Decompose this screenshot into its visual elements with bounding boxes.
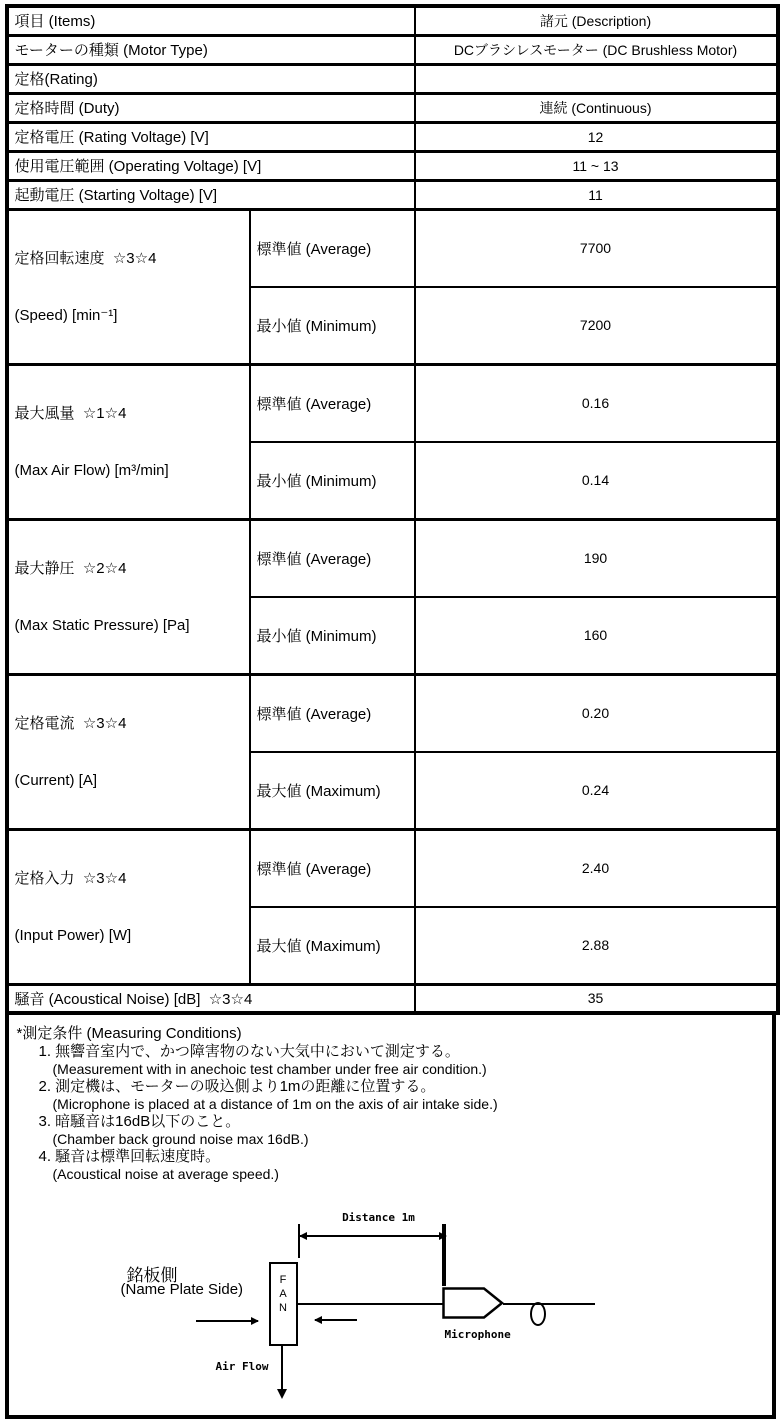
note-2-jp: 2. 測定機は、モーターの吸込側より1mの距離に位置する。 (38, 1078, 436, 1095)
air-flow-arrowhead (277, 1389, 287, 1399)
stat-value: 190 (415, 519, 778, 597)
distance-arrow (300, 1235, 446, 1237)
cable-loop (530, 1302, 546, 1326)
stat-label: 標準値 (Average) (250, 364, 415, 442)
header-description-cell: 諸元 (Description) (415, 6, 778, 35)
row-label: 定格時間 (Duty) (7, 93, 415, 122)
microphone-cable-line (503, 1303, 595, 1305)
row-label: 使用電圧範囲 (Operating Voltage) [V] (7, 151, 415, 180)
spec-table (5, 4, 780, 1015)
group-label (7, 209, 250, 364)
stat-label: 最小値 (Minimum) (250, 442, 415, 520)
air-exhaust-arrow (315, 1319, 357, 1321)
stat-label: 最小値 (Minimum) (250, 597, 415, 675)
table-row-starting-voltage (7, 180, 778, 209)
stat-value: 2.88 (415, 907, 778, 985)
distance-tick-right (442, 1224, 446, 1286)
row-value: 35 (415, 984, 778, 1013)
row-value: DCブラシレスモーター (DC Brushless Motor) (415, 35, 778, 64)
stat-value: 7700 (415, 209, 778, 287)
group-label-en: (Speed) [min⁻¹] (14, 306, 118, 324)
row-value: 11 ~ 13 (415, 151, 778, 180)
stat-label: 最大値 (Maximum) (250, 752, 415, 830)
air-intake-arrow (196, 1320, 258, 1322)
table-group-current (7, 674, 778, 752)
note-4-en: (Acoustical noise at average speed.) (52, 1166, 279, 1182)
group-label (7, 829, 250, 984)
name-plate-side-label-en: (Name Plate Side) (120, 1281, 244, 1298)
group-label (7, 674, 250, 829)
note-1-jp: 1. 無響音室内で、かつ障害物のない大気中において測定する。 (38, 1043, 460, 1060)
row-value: 連続 (Continuous) (415, 93, 778, 122)
table-group-airflow (7, 364, 778, 442)
row-value: 11 (415, 180, 778, 209)
stat-label: 標準値 (Average) (250, 829, 415, 907)
group-label-jp: 最大静圧 ☆2☆4 (14, 559, 127, 577)
stat-label: 標準値 (Average) (250, 209, 415, 287)
stat-label: 最大値 (Maximum) (250, 907, 415, 985)
group-label (7, 364, 250, 519)
table-row-duty (7, 93, 778, 122)
stat-value: 2.40 (415, 829, 778, 907)
row-label: 定格(Rating) (7, 64, 415, 93)
table-group-speed (7, 209, 778, 287)
note-2-en: (Microphone is placed at a distance of 1m on the axis of air intake side.) (52, 1096, 498, 1112)
group-label-en: (Max Air Flow) [m³/min] (14, 461, 169, 479)
axis-line (298, 1303, 444, 1305)
air-flow-label: Air Flow (215, 1360, 269, 1373)
group-label-jp: 定格回転速度 ☆3☆4 (14, 249, 157, 267)
notes-title: *測定条件 (Measuring Conditions) (16, 1025, 242, 1042)
fan-letter: N (279, 1302, 287, 1314)
header-items-cell: 項目 (Items) (7, 6, 415, 35)
note-3-jp: 3. 暗騒音は16dB以下のこと。 (38, 1113, 241, 1130)
stat-value: 7200 (415, 287, 778, 365)
stat-label: 標準値 (Average) (250, 674, 415, 752)
spec-sheet-page (5, 4, 776, 1419)
distance-tick-left (298, 1224, 300, 1258)
table-row-noise (7, 984, 778, 1013)
distance-label: Distance 1m (342, 1211, 415, 1224)
measurement-setup-diagram (17, 1189, 764, 1417)
group-label-jp: 定格入力 ☆3☆4 (14, 869, 127, 887)
table-group-input-power (7, 829, 778, 907)
group-label-en: (Input Power) [W] (14, 926, 132, 944)
stat-value: 0.16 (415, 364, 778, 442)
fan-box (269, 1262, 298, 1346)
note-1-en: (Measurement with in anechoic test chamber under free air condition.) (52, 1061, 487, 1077)
fan-letter: F (279, 1274, 287, 1286)
table-row-motor-type (7, 35, 778, 64)
stat-value: 0.24 (415, 752, 778, 830)
table-header-row (7, 6, 778, 35)
row-label: 定格電圧 (Rating Voltage) [V] (7, 122, 415, 151)
table-row-rating (7, 64, 778, 93)
group-label-jp: 最大風量 ☆1☆4 (14, 404, 127, 422)
stat-label: 最小値 (Minimum) (250, 287, 415, 365)
name-plate-side-label-jp: 銘板側 (126, 1266, 178, 1285)
group-label-jp: 定格電流 ☆3☆4 (14, 714, 127, 732)
stat-value: 160 (415, 597, 778, 675)
stat-value: 0.14 (415, 442, 778, 520)
microphone-shape (442, 1287, 504, 1324)
group-label-en: (Current) [A] (14, 771, 98, 789)
row-value: 12 (415, 122, 778, 151)
row-label: 起動電圧 (Starting Voltage) [V] (7, 180, 415, 209)
measuring-conditions-section (5, 1015, 776, 1419)
row-label: 騒音 (Acoustical Noise) [dB] ☆3☆4 (7, 984, 415, 1013)
table-row-rating-voltage (7, 122, 778, 151)
table-group-static-pressure (7, 519, 778, 597)
air-flow-arrow-line (281, 1344, 283, 1390)
group-label-en: (Max Static Pressure) [Pa] (14, 616, 190, 634)
note-4-jp: 4. 騒音は標準回転速度時。 (38, 1148, 221, 1165)
group-label (7, 519, 250, 674)
row-value (415, 64, 778, 93)
stat-label: 標準値 (Average) (250, 519, 415, 597)
note-3-en: (Chamber back ground noise max 16dB.) (52, 1131, 309, 1147)
fan-letter: A (279, 1288, 287, 1300)
microphone-label: Microphone (444, 1328, 511, 1341)
table-row-operating-voltage (7, 151, 778, 180)
stat-value: 0.20 (415, 674, 778, 752)
row-label: モーターの種類 (Motor Type) (7, 35, 415, 64)
